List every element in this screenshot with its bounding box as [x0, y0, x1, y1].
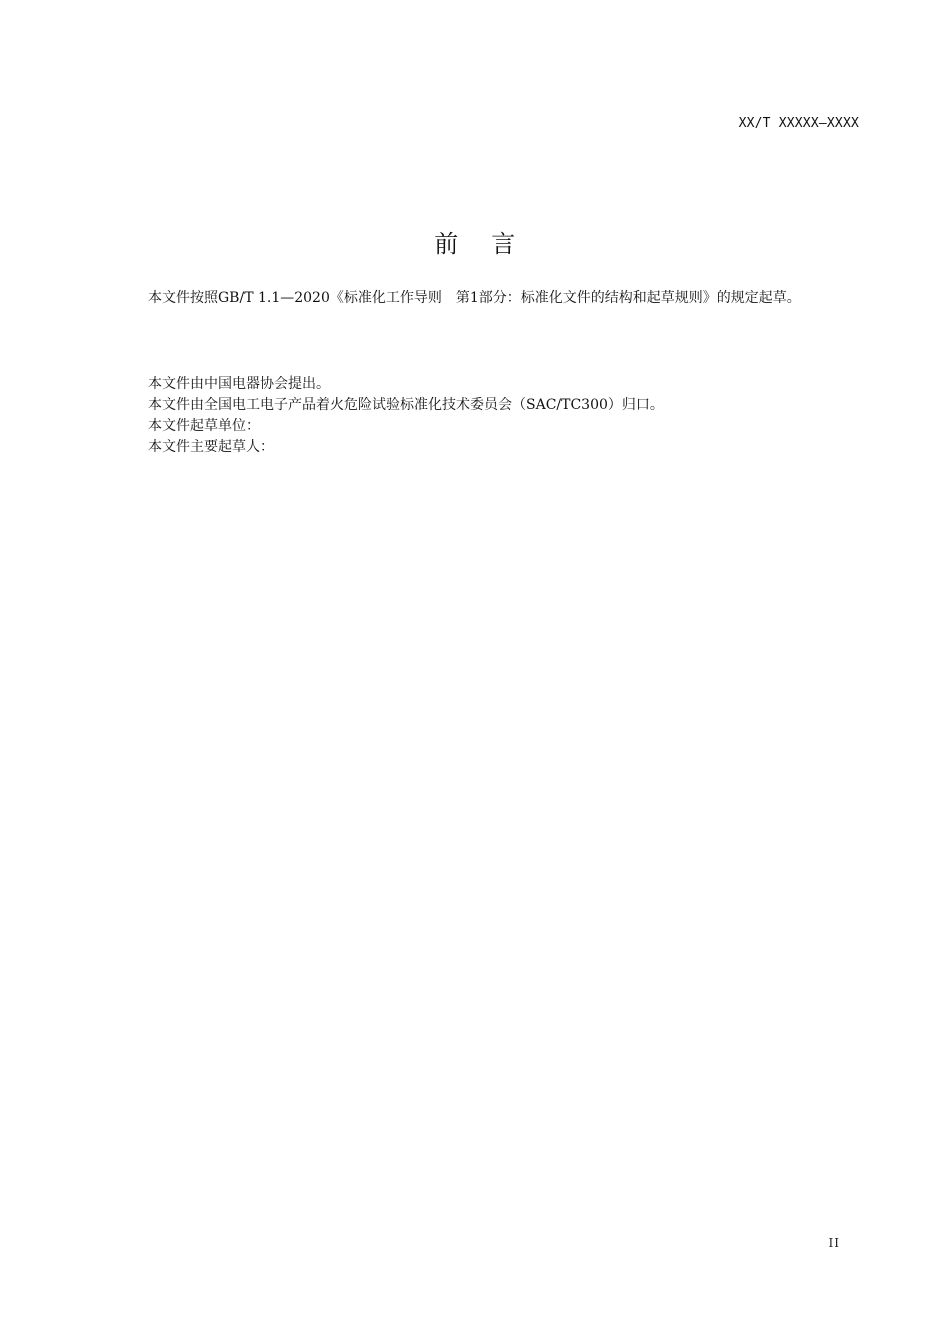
- responsibility-section: [114, 374, 860, 458]
- main-drafters-paragraph: 本文件主要起草人：: [148, 439, 274, 455]
- page-title: 前 言: [434, 230, 516, 258]
- drafting-basis-section: [114, 288, 860, 309]
- drafting-units-paragraph: 本文件起草单位：: [148, 418, 260, 434]
- drafting-basis-paragraph: 本文件按照GB/T 1.1—2020《标准化工作导则 第1部分：标准化文件的结构和起草规则》的规定起草。: [148, 290, 801, 306]
- standard-number-header: XX/T XXXXX—XXXX: [738, 116, 859, 131]
- page-number: II: [828, 1236, 840, 1250]
- proposer-paragraph: 本文件由中国电器协会提出。: [148, 376, 330, 392]
- centralized-by-paragraph: 本文件由全国电工电子产品着火危险试验标准化技术委员会（SAC/TC300）归口。: [148, 397, 664, 413]
